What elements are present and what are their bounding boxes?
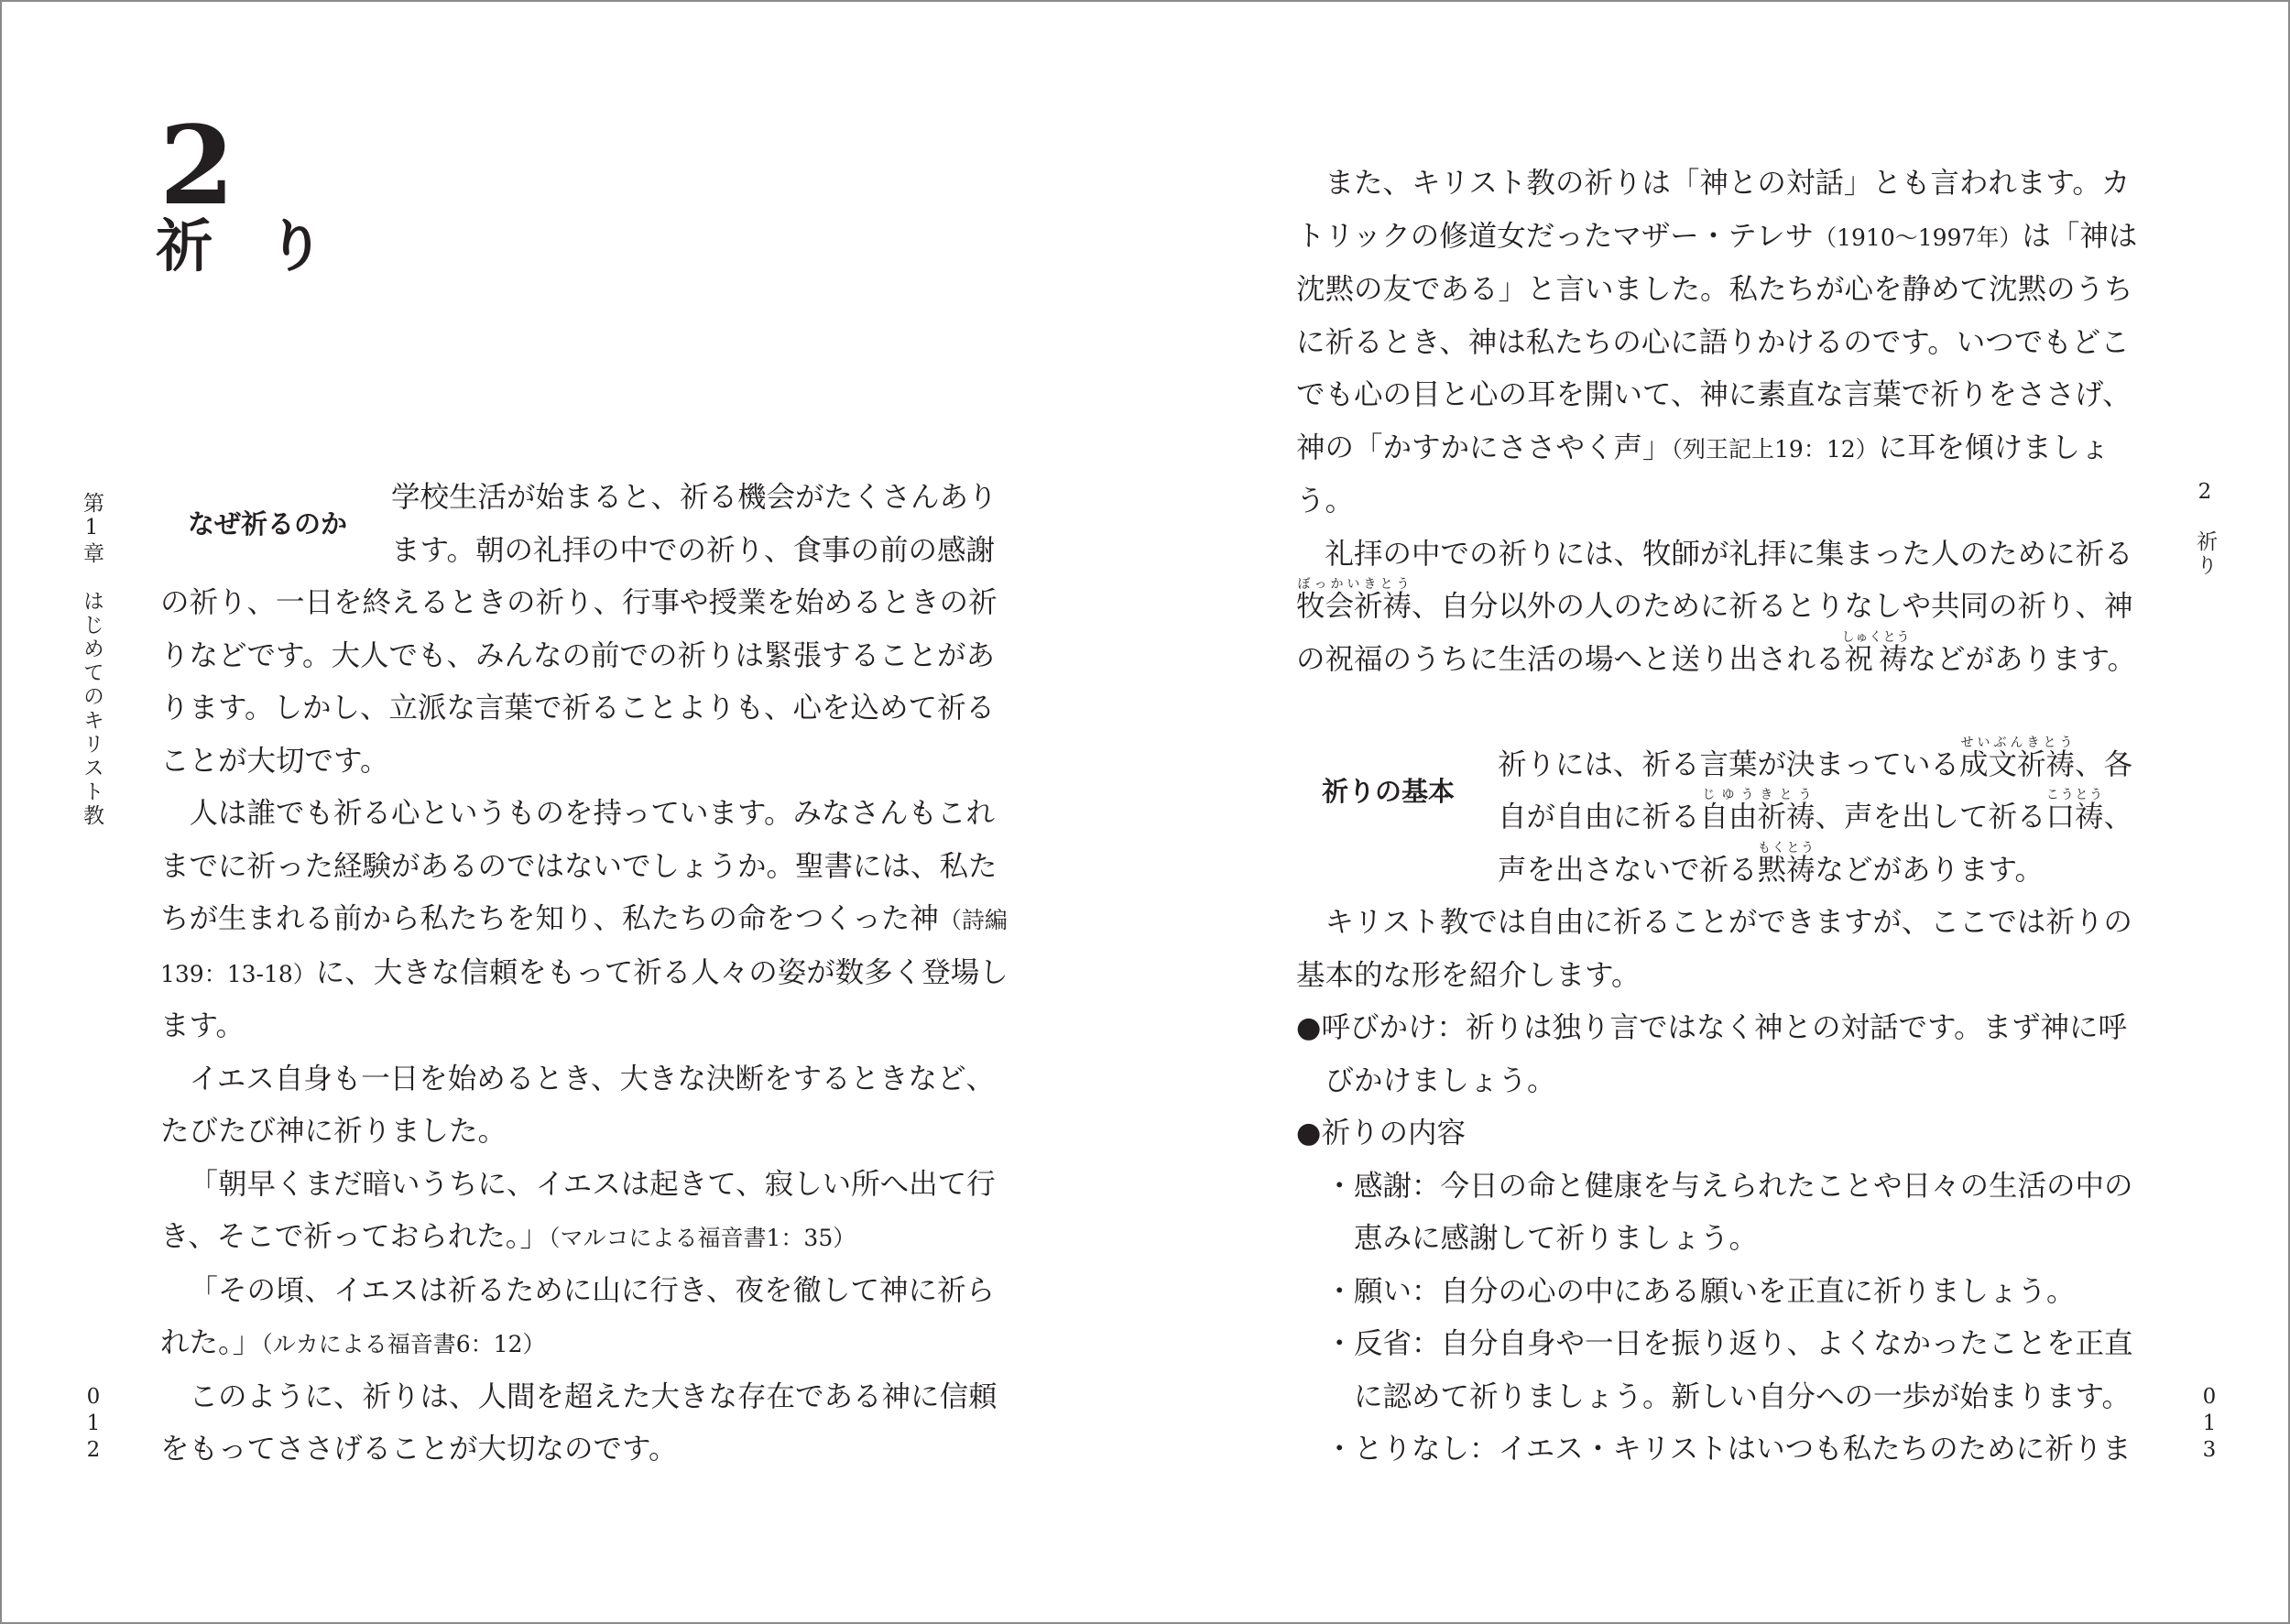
list-item: ・とりなし：イエス・キリストはいつも私たちのために祈りま (1325, 1433, 2132, 1466)
list-item: ・反省：自分自身や一日を振り返り、よくなかったことを正直に認めて祈りましょう。新しい自分への一歩が始まります。 (1325, 1327, 2133, 1413)
running-head-left: 第1章 はじめてのキリスト教 (80, 492, 104, 828)
ruby-word: 牧会祈祷ぼっかいきとう (1296, 577, 1412, 623)
list-item: ●呼びかけ：祈りは独り言ではなく神との対話です。まず神に呼びかけましょう。 (1296, 1011, 2127, 1097)
scripture-reference: （ルカによる福音書6：12） (261, 1331, 546, 1357)
ruby-word: 成文祈祷せいぶんきとう (1959, 735, 2076, 781)
list-item: ・感謝：今日の命と健康を与えられたことや日々の生活の中の恵みに感謝して祈りましょう。 (1325, 1169, 2133, 1255)
ruby-word: 黙祷もくとう (1757, 840, 1816, 887)
paragraph: 学校生活が始まると、祈る機会がたくさんあります。朝の礼拝の中での祈り、食事の前の感謝の祈り、一日を終えるときの祈り、行事や授業を始めるときの祈りなどです。大人でも、みんなの前での祈りは緊張することがあります。しかし、立派な言葉で祈ることよりも、心を込めて祈ることが大切です。 (160, 481, 998, 778)
ruby-word: 祝祷しゅくとう (1841, 629, 1911, 676)
section-heading-prayer-basics: 祈りの基本 (1322, 776, 1456, 807)
scripture-reference: （列王記上19：12） (1671, 435, 1879, 463)
chapter-number: 2 (159, 102, 235, 229)
paragraph: このように、祈りは、人間を超えた大きな存在である神に信頼をもってささげることが大切なのです。 (160, 1379, 998, 1466)
scripture-reference: （マルコによる福音書1：35） (549, 1225, 856, 1251)
running-head-right: 2 祈り (2193, 480, 2217, 578)
ruby-word: 口祷こうとう (2045, 788, 2104, 834)
prayer-form-list (1296, 1002, 2153, 1477)
list-item: ●祈りの内容 (1296, 1117, 1466, 1150)
page-number-left: 012 (82, 1385, 105, 1465)
scripture-quote: 「朝早くまだ暗いうちに、イエスは起きて、寂しい所へ出て行き、そこで祈っておられた。」（マルコによる福音書1：35） (160, 1167, 996, 1253)
paragraph: 祈りには、祈る言葉が決まっている成文祈祷せいぶんきとう、各自が自由に祈る自由祈祷じゆうきとう、声を出して祈る口祷こうとう、声を出さないで祈る黙祷もくとうなどがあります。 (1498, 735, 2133, 887)
paragraph: キリスト教では自由に祈ることができますが、ここでは祈りの基本的な形を紹介します。 (1296, 906, 2132, 992)
right-page (1145, 2, 2288, 1622)
list-item: ・願い：自分の心の中にある願いを正直に祈りましょう。 (1325, 1274, 2076, 1308)
paragraph: イエス自身も一日を始めるとき、大きな決断をするときなど、たびたび神に祈りました。 (160, 1062, 995, 1148)
ruby-word: 自由祈祷じゆうきとう (1699, 788, 1816, 834)
date-reference: （1910〜1997年） (1814, 223, 2023, 251)
paragraph: 人は誰でも祈る心というものを持っています。みなさんもこれまでに祈った経験があるのではないでしょうか。聖書には、私たちが生まれる前から私たちを知り、私たちの命をつくった神（詩編139：13-18）に、大きな信頼をもって祈る人々の姿が数多く登場します。 (160, 797, 1009, 1042)
left-body-text (160, 472, 1012, 1477)
paragraph: 礼拝の中での祈りには、牧師が礼拝に集まった人のために祈る牧会祈祷ぼっかいきとう、自分以外の人のために祈るとりなしや共同の祈り、神の祝福のうちに生活の場へと送り出される祝祷しゅくとうなどがあります。 (1296, 537, 2137, 676)
left-page (2, 2, 1145, 1622)
paragraph: また、キリスト教の祈りは「神との対話」とも言われます。カトリックの修道女だったマザー・テレサ（1910〜1997年）は「神は沈黙の友である」と言いました。私たちが心を静めて沈黙のうちに祈るとき、神は私たちの心に語りかけるのです。いつでもどこでも心の目と心の耳を開いて、神に素直な言葉で祈りをささげ、神の「かすかにささやく声」（列王記上19：12）に耳を傾けましょう。 (1296, 167, 2138, 518)
right-body-text (1296, 158, 2153, 1477)
page-number-right: 013 (2197, 1385, 2221, 1465)
scripture-reference: （詩編139：13-18） (160, 907, 1008, 987)
chapter-title: 祈り (156, 213, 380, 279)
section-heading-why-pray: なぜ祈るのか (188, 508, 348, 540)
scripture-quote: 「その頃、イエスは祈るために山に行き、夜を徹して神に祈られた。」（ルカによる福音書6：12） (160, 1273, 995, 1359)
